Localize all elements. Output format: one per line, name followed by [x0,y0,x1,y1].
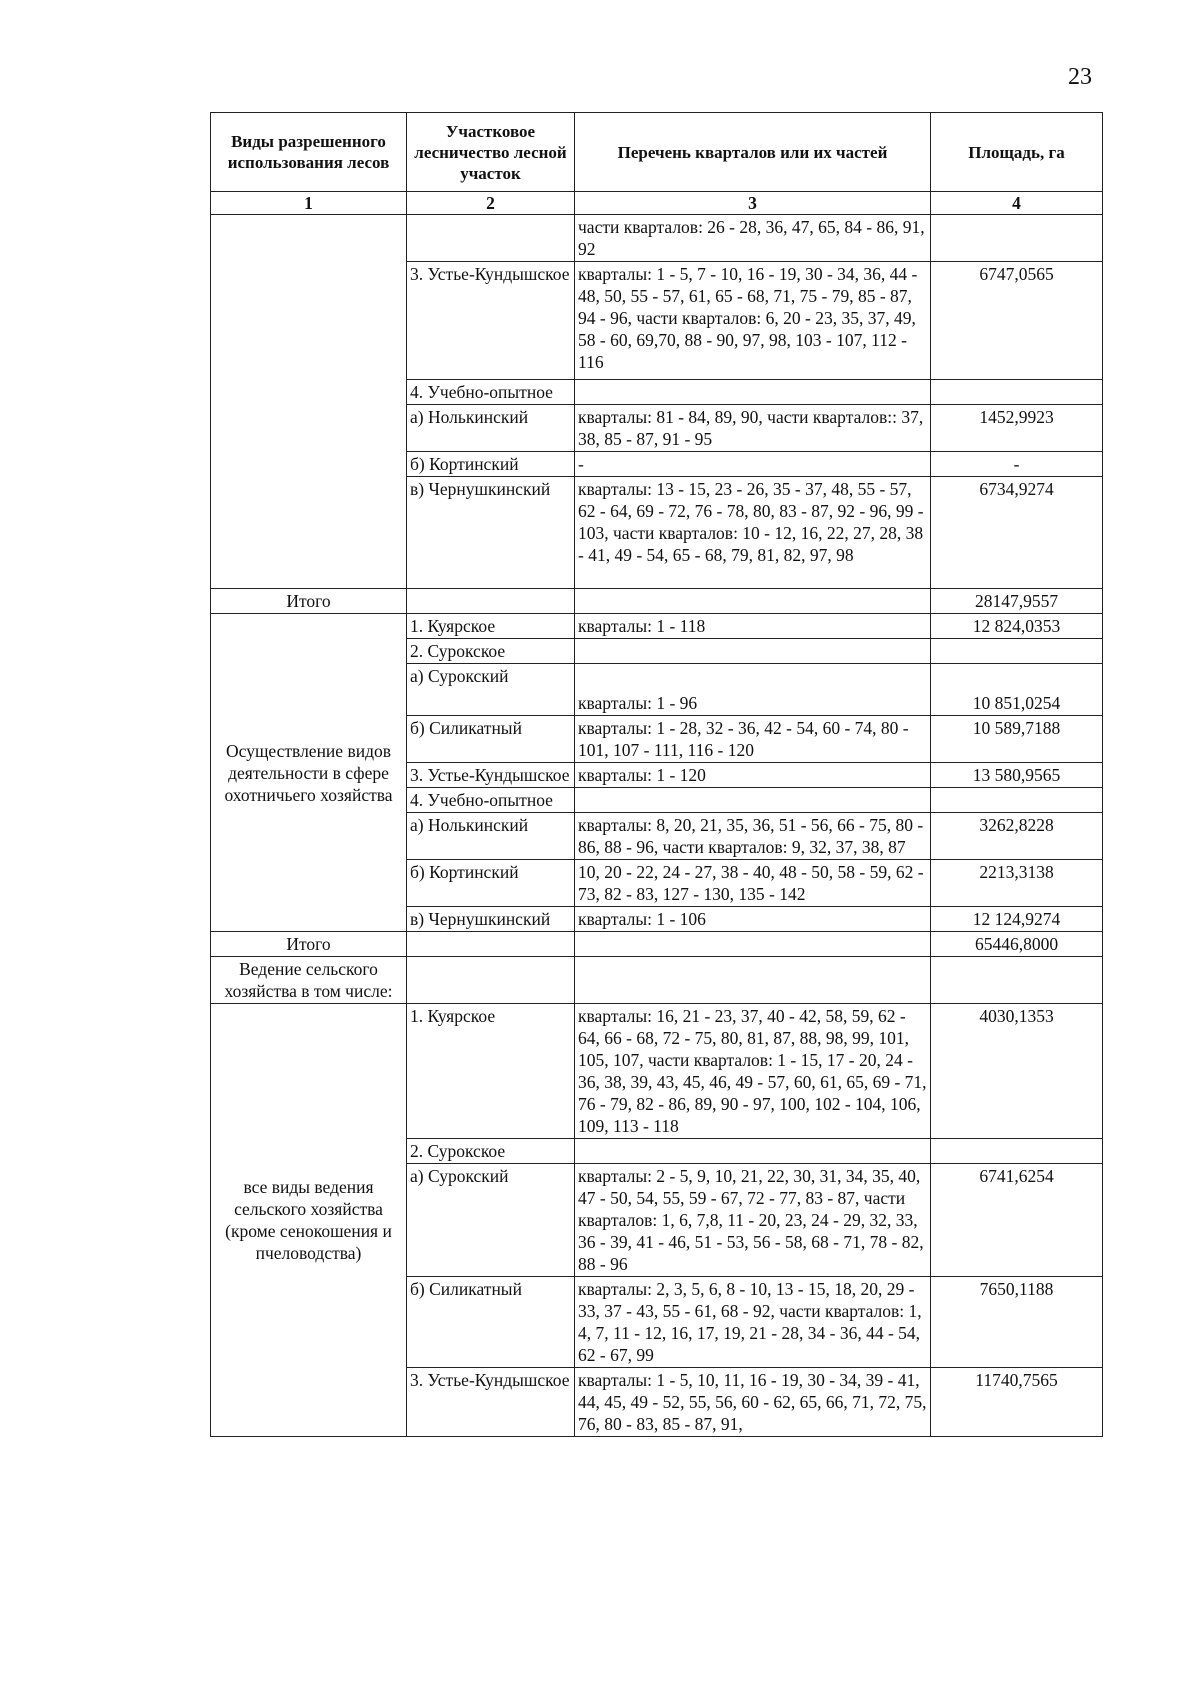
area-cell [931,1139,1103,1164]
forestry-cell: 2. Сурокское [407,1139,575,1164]
header-forestry: Участковое лесничество лесной участок [407,113,575,192]
area-cell: 6741,6254 [931,1164,1103,1277]
forestry-cell: 3. Устье-Кундышское [407,1368,575,1437]
area-cell: 11740,7565 [931,1368,1103,1437]
use-type-cell [211,215,407,589]
header-use-type: Виды разрешенного использования лесов [211,113,407,192]
quarters-cell: части кварталов: 26 - 28, 36, 47, 65, 84 - 86, 91, 92 [575,215,931,262]
forestry-cell: а) Сурокский [407,1164,575,1277]
total-value: 65446,8000 [931,932,1103,957]
total-row [211,589,1103,614]
forestry-cell: а) Сурокский [407,664,575,716]
table-row [211,614,1103,639]
forestry-cell: 3. Устье-Кундышское [407,763,575,788]
forestry-cell: в) Чернушкинский [407,477,575,589]
column-number: 1 [211,192,407,215]
quarters-cell: кварталы: 1 - 28, 32 - 36, 42 - 54, 60 - 74, 80 - 101, 107 - 111, 116 - 120 [575,716,931,763]
quarters-cell: кварталы: 1 - 96 [575,664,931,716]
forestry-cell: б) Кортинский [407,452,575,477]
area-cell [931,215,1103,262]
quarters-cell: кварталы: 16, 21 - 23, 37, 40 - 42, 58, 59, 62 - 64, 66 - 68, 72 - 75, 80, 81, 87, 88, 98, 99, 101, 105, 107, части кварталов: 1 - 15, 17 - 20, 24 - 36, 38, 39, 43, 45, 46, 49 - 57, 60, 61, 65, 69 - 71, 76 - 79, 82 - 86, 89, 90 - 97, 100, 102 - 104, 106, 109, 113 - 118 [575,1004,931,1139]
forestry-cell: б) Кортинский [407,860,575,907]
column-number: 3 [575,192,931,215]
forestry-cell: 3. Устье-Кундышское [407,262,575,380]
area-cell [931,957,1103,1004]
area-cell [931,380,1103,405]
area-cell: 10 589,7188 [931,716,1103,763]
area-cell: 12 824,0353 [931,614,1103,639]
forestry-cell: б) Силикатный [407,716,575,763]
area-cell: 12 124,9274 [931,907,1103,932]
quarters-cell: кварталы: 1 - 120 [575,763,931,788]
forestry-cell [407,215,575,262]
forest-use-table [210,112,1103,1437]
area-cell: 2213,3138 [931,860,1103,907]
header-area: Площадь, га [931,113,1103,192]
quarters-cell [575,639,931,664]
forestry-cell [407,589,575,614]
forestry-cell: 4. Учебно-опытное [407,380,575,405]
quarters-cell: кварталы: 2, 3, 5, 6, 8 - 10, 13 - 15, 18, 20, 29 - 33, 37 - 43, 55 - 61, 68 - 92, части кварталов: 1, 4, 7, 11 - 12, 16, 17, 19, 21 - 28, 34 - 36, 44 - 54, 62 - 67, 99 [575,1277,931,1368]
area-cell: 7650,1188 [931,1277,1103,1368]
forestry-cell [407,932,575,957]
area-cell: - [931,452,1103,477]
column-number-row [211,192,1103,215]
column-number: 4 [931,192,1103,215]
quarters-cell: кварталы: 1 - 5, 10, 11, 16 - 19, 30 - 34, 39 - 41, 44, 45, 49 - 52, 55, 56, 60 - 62, 65, 66, 71, 72, 75, 76, 80 - 83, 85 - 87, 91, [575,1368,931,1437]
forestry-cell: б) Силикатный [407,1277,575,1368]
section-heading-row [211,957,1103,1004]
total-label: Итого [211,932,407,957]
forestry-cell: 1. Куярское [407,614,575,639]
quarters-cell [575,932,931,957]
total-value: 28147,9557 [931,589,1103,614]
quarters-cell: кварталы: 2 - 5, 9, 10, 21, 22, 30, 31, 34, 35, 40, 47 - 50, 54, 55, 59 - 67, 72 - 77, 83 - 87, части кварталов: 1, 6, 7,8, 11 - 20, 23, 24 - 29, 32, 33, 36 - 39, 41 - 46, 51 - 53, 56 - 58, 68 - 71, 78 - 82, 88 - 96 [575,1164,931,1277]
forestry-cell: 1. Куярское [407,1004,575,1139]
area-cell: 10 851,0254 [931,664,1103,716]
forestry-cell: 2. Сурокское [407,639,575,664]
table-row [211,215,1103,262]
forestry-cell: а) Нолькинский [407,813,575,860]
page-number: 23 [1068,64,1092,90]
area-cell [931,639,1103,664]
forestry-cell: а) Нолькинский [407,405,575,452]
quarters-cell: кварталы: 8, 20, 21, 35, 36, 51 - 56, 66 - 75, 80 - 86, 88 - 96, части кварталов: 9, 32, 37, 38, 87 [575,813,931,860]
total-row [211,932,1103,957]
area-cell [931,788,1103,813]
table-row [211,1004,1103,1139]
area-cell: 6734,9274 [931,477,1103,589]
forestry-cell: в) Чернушкинский [407,907,575,932]
quarters-cell: кварталы: 1 - 5, 7 - 10, 16 - 19, 30 - 34, 36, 44 - 48, 50, 55 - 57, 61, 65 - 68, 71, 75 - 79, 85 - 87, 94 - 96, части кварталов: 6, 20 - 23, 35, 37, 49, 58 - 60, 69,70, 88 - 90, 97, 98, 103 - 107, 112 - 116 [575,262,931,380]
quarters-cell: - [575,452,931,477]
table-header-row [211,113,1103,192]
quarters-cell [575,788,931,813]
quarters-cell [575,380,931,405]
total-label: Итого [211,589,407,614]
header-quarters: Перечень кварталов или их частей [575,113,931,192]
quarters-cell [575,957,931,1004]
quarters-cell: кварталы: 1 - 118 [575,614,931,639]
quarters-cell [575,1139,931,1164]
quarters-cell: 10, 20 - 22, 24 - 27, 38 - 40, 48 - 50, 58 - 59, 62 - 73, 82 - 83, 127 - 130, 135 - 142 [575,860,931,907]
area-cell: 4030,1353 [931,1004,1103,1139]
area-cell: 1452,9923 [931,405,1103,452]
quarters-cell [575,589,931,614]
quarters-cell: кварталы: 1 - 106 [575,907,931,932]
column-number: 2 [407,192,575,215]
area-cell: 6747,0565 [931,262,1103,380]
forestry-cell: 4. Учебно-опытное [407,788,575,813]
use-type-cell: Осуществление видов деятельности в сфере охотничьего хозяйства [211,614,407,932]
quarters-cell: кварталы: 13 - 15, 23 - 26, 35 - 37, 48, 55 - 57, 62 - 64, 69 - 72, 76 - 78, 80, 83 - 87, 92 - 96, 99 - 103, части кварталов: 10 - 12, 16, 22, 27, 28, 38 - 41, 49 - 54, 65 - 68, 79, 81, 82, 97, 98 [575,477,931,589]
area-cell: 13 580,9565 [931,763,1103,788]
use-type-cell: все виды ведения сельского хозяйства (кроме сенокошения и пчеловодства) [211,1004,407,1437]
forestry-cell [407,957,575,1004]
section-heading: Ведение сельского хозяйства в том числе: [211,957,407,1004]
area-cell: 3262,8228 [931,813,1103,860]
quarters-cell: кварталы: 81 - 84, 89, 90, части кварталов:: 37, 38, 85 - 87, 91 - 95 [575,405,931,452]
